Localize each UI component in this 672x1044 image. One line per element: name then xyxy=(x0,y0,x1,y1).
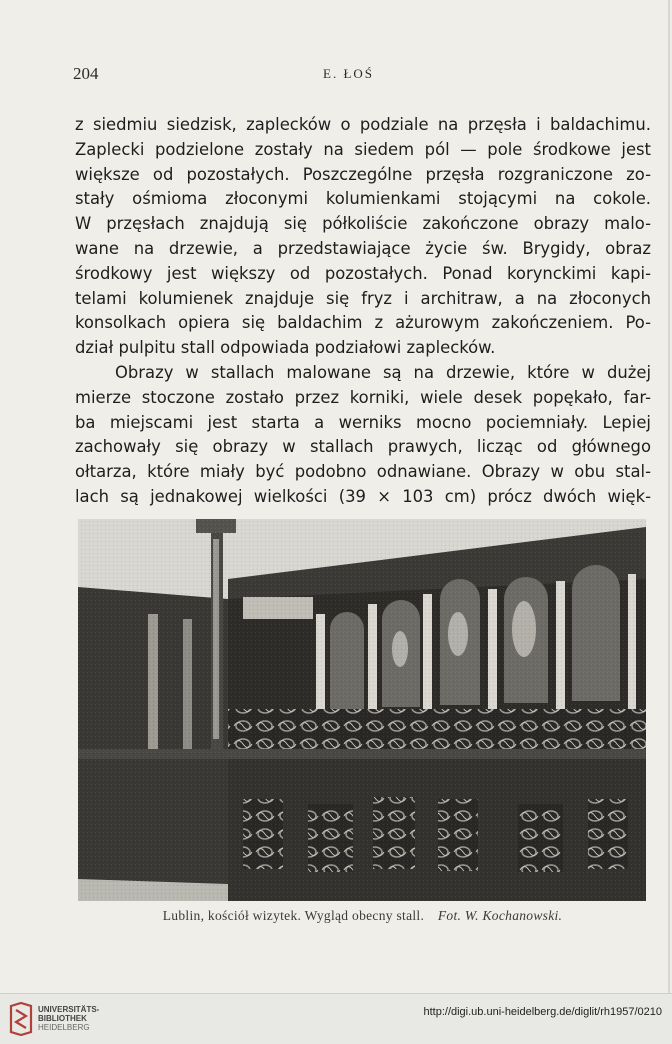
text-line: W przęsłach znajdują się półkoliście zakończone obrazy malo- xyxy=(75,214,651,234)
body-text xyxy=(75,113,651,510)
running-head: E. ŁOŚ xyxy=(323,66,374,81)
library-name xyxy=(38,1005,99,1032)
photo-illustration xyxy=(78,519,646,901)
text-line: środkowy jest większy od pozostałych. Ponad korynckimi kapi- xyxy=(75,263,651,283)
page-number: 204 xyxy=(73,64,99,83)
photo-credit: Fot. W. Kochanowski. xyxy=(437,908,563,923)
paragraph-1 xyxy=(75,113,651,361)
text-line: mierze stoczone zostało przez korniki, wiele desek popękało, far- xyxy=(75,387,651,407)
text-line: ba miejscami jest starta a werniks mocno pociemniały. Lepiej xyxy=(75,412,651,432)
library-footer xyxy=(0,993,672,1044)
text-line: wane na drzewie, a przedstawiające życie św. Brygidy, obraz xyxy=(75,238,651,258)
paragraph-2 xyxy=(75,361,651,510)
text-line: zachowały się obrazy w stallach prawych, licząc od głównego xyxy=(75,437,651,457)
text-line: konsolkach opiera się baldachim z ażurowym zakończeniem. Po- xyxy=(75,313,651,333)
text-line: dział pulpitu stall odpowiada podziałowi zaplecków. xyxy=(75,338,496,358)
university-library-logo xyxy=(8,1002,34,1036)
text-line: lach są jednakowej wielkości (39 × 103 cm) prócz dwóch więk- xyxy=(75,486,651,506)
text-line: większe od pozostałych. Poszczególne przęsła rozgraniczone zo- xyxy=(75,164,651,184)
library-name-line: HEIDELBERG xyxy=(38,1023,90,1032)
text-line: z siedmiu siedzisk, zaplecków o podziale na przęsła i baldachimu. xyxy=(75,115,651,134)
figure-caption xyxy=(75,908,650,924)
library-name-line: UNIVERSITÄTS- xyxy=(38,1005,100,1014)
stalls-photograph xyxy=(78,519,646,901)
text-line: Zaplecki podzielone zostały na siedem pól — pole środkowe jest xyxy=(75,139,651,159)
page-header xyxy=(73,64,624,86)
caption-text: Lublin, kościół wizytek. Wygląd obecny stall. xyxy=(162,908,425,923)
text-line: telami kolumienek znajduje się fryz i architraw, a na złoconych xyxy=(75,288,651,308)
library-name-line: BIBLIOTHEK xyxy=(38,1014,87,1023)
text-line: Obrazy w stallach malowane są na drzewie, które w dużej xyxy=(115,362,651,382)
text-line: stały ośmioma złoconymi kolumienkami stojącymi na cokole. xyxy=(75,189,651,209)
text-line: ołtarza, które miały być podobno odnawiane. Obrazy w obu stal- xyxy=(75,462,651,482)
source-url-link[interactable]: http://digi.ub.uni-heidelberg.de/diglit/rh1957/0210 xyxy=(423,1006,662,1018)
